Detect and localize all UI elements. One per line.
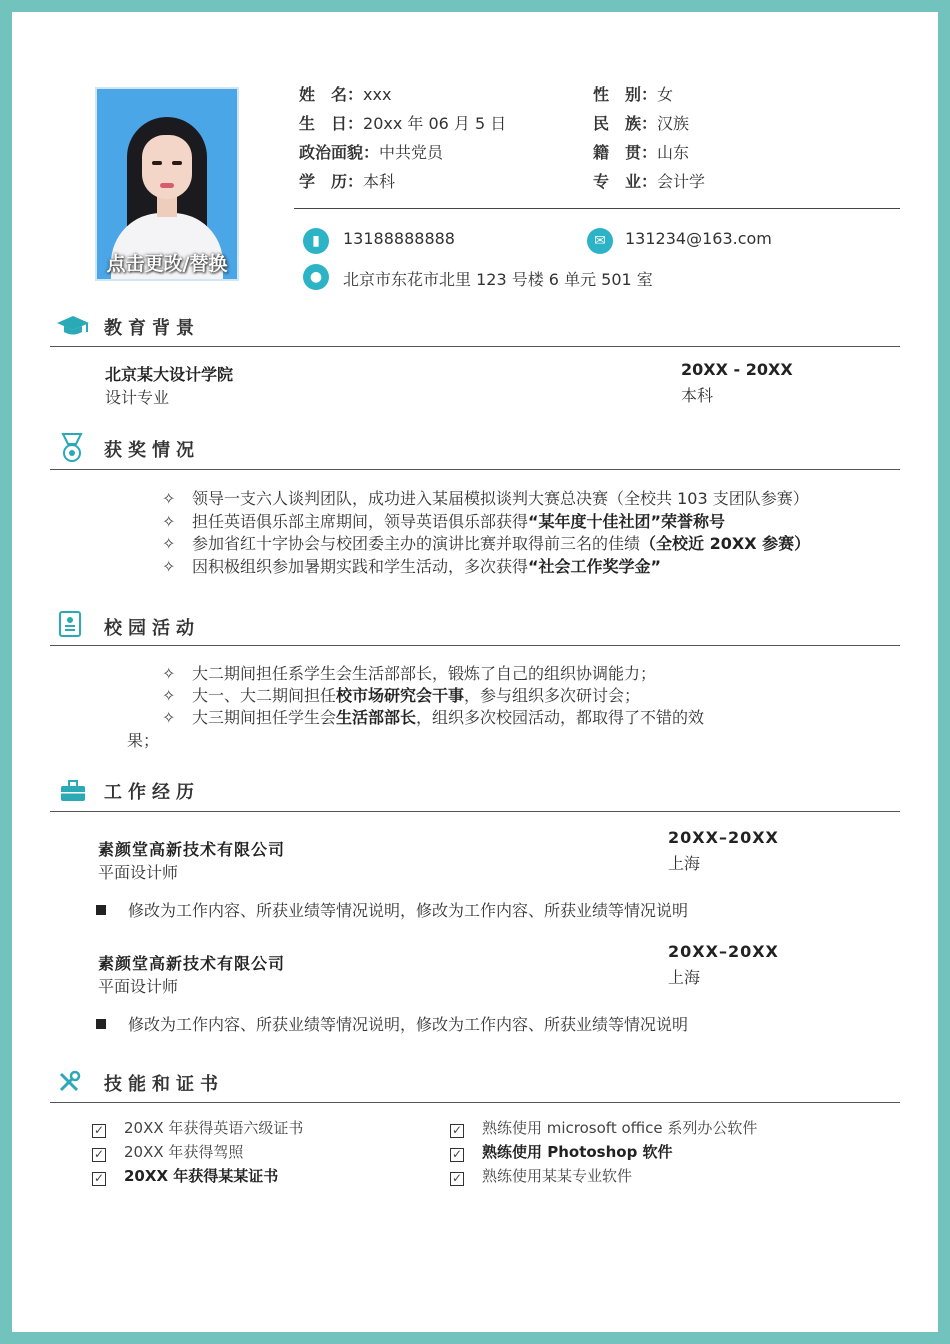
info-native-place: 籍 贯：山东: [593, 143, 690, 162]
medal-icon: [60, 432, 84, 470]
checkbox-icon: ✓: [93, 1171, 105, 1185]
job-city: 上海: [668, 968, 701, 987]
square-bullet-icon: [96, 1019, 106, 1029]
phone-icon: ▮: [303, 228, 329, 254]
info-political: 政治面貌：中共党员: [299, 143, 444, 162]
bullet-bold-text: “社会工作奖学金”: [528, 556, 662, 576]
job-city: 上海: [668, 854, 701, 873]
bullet-item: [162, 509, 810, 532]
work-divider: [50, 811, 900, 812]
skill-item: [450, 1117, 757, 1141]
checkbox-icon: ✓: [451, 1147, 463, 1161]
campus-wrap-tail: 果；: [127, 731, 160, 750]
bullet-bold-text: （全校近 20XX 参赛）: [640, 534, 811, 553]
job-period: 20XX–20XX: [668, 942, 779, 961]
bullet-bold-text: 校市场研究会干事: [336, 686, 465, 705]
bullet-item: [162, 554, 810, 577]
job-period: 20XX–20XX: [668, 828, 779, 847]
info-birthday: 生 日：20xx 年 06 月 5 日: [299, 114, 507, 133]
location-icon: ●: [303, 264, 329, 290]
star-bullet-icon: ✧: [162, 556, 176, 576]
skill-text: 熟练使用 Photoshop 软件: [482, 1143, 673, 1161]
campus-divider: [50, 645, 900, 646]
section-title-skills: 技能和证书: [104, 1074, 224, 1095]
profile-photo[interactable]: [95, 87, 239, 281]
bullet-item: [162, 661, 704, 683]
info-divider: [294, 208, 900, 209]
job-description: 修改为工作内容、所获业绩等情况说明，修改为工作内容、所获业绩等情况说明: [96, 898, 688, 921]
info-ethnicity: 民 族：汉族: [593, 114, 690, 133]
edu-school: 北京某大设计学院: [105, 365, 234, 384]
awards-list: [162, 486, 810, 576]
bullet-text: 大三期间担任学生会: [192, 708, 337, 727]
info-name: 姓 名：xxx: [299, 85, 392, 104]
resume-sheet: [12, 12, 938, 1332]
briefcase-icon: [60, 780, 86, 808]
bullet-text: ，组织多次校园活动，都取得了不错的效: [416, 708, 705, 727]
checkbox-icon: ✓: [93, 1123, 105, 1137]
skill-item: [92, 1165, 303, 1189]
star-bullet-icon: ✧: [162, 489, 176, 508]
job-role: 平面设计师: [98, 863, 179, 882]
campus-list: [162, 661, 704, 727]
job-description: 修改为工作内容、所获业绩等情况说明，修改为工作内容、所获业绩等情况说明: [96, 1012, 688, 1035]
bullet-text: 大一、大二期间担任: [192, 686, 337, 705]
info-gender: 性 别：女: [593, 85, 674, 104]
star-bullet-icon: ✧: [162, 686, 176, 705]
bullet-text: 担任英语俱乐部主席期间，领导英语俱乐部获得: [192, 511, 529, 531]
info-education: 学 历：本科: [299, 172, 396, 191]
info-major: 专 业：会计学: [593, 172, 706, 191]
skill-item: [92, 1117, 303, 1141]
job-company: 素颜堂高新技术有限公司: [98, 954, 286, 973]
email-icon: ✉: [587, 228, 613, 254]
section-title-work: 工作经历: [104, 782, 200, 803]
bullet-item: [162, 683, 704, 705]
edu-major: 设计专业: [105, 388, 170, 407]
skill-text: 20XX 年获得英语六级证书: [124, 1119, 304, 1137]
bullet-bold-text: 生活部部长: [336, 708, 417, 727]
bullet-item: [162, 486, 810, 509]
star-bullet-icon: ✧: [162, 534, 176, 553]
skill-text: 20XX 年获得驾照: [124, 1143, 244, 1161]
bullet-text: 大二期间担任系学生会生活部部长，锻炼了自己的组织协调能力；: [192, 664, 657, 683]
job-company: 素颜堂高新技术有限公司: [98, 840, 286, 859]
checkbox-icon: ✓: [93, 1147, 105, 1161]
edu-period: 20XX - 20XX: [681, 360, 793, 379]
skill-text: 熟练使用 microsoft office 系列办公软件: [482, 1119, 758, 1137]
bullet-text: 参加省红十字协会与校团委主办的演讲比赛并取得前三名的佳绩: [192, 534, 641, 553]
tools-icon: [57, 1070, 81, 1100]
contact-email: 131234@163.com: [625, 229, 772, 248]
bullet-bold-text: “某年度十佳社团”荣誉称号: [528, 511, 726, 531]
education-divider: [50, 346, 900, 347]
star-bullet-icon: ✧: [162, 664, 176, 683]
bullet-text: 因积极组织参加暑期实践和学生活动，多次获得: [192, 556, 529, 576]
photo-caption[interactable]: 点击更改/替换: [106, 253, 228, 275]
contact-phone: 13188888888: [343, 229, 455, 248]
skill-item: [450, 1141, 757, 1165]
skill-item: [92, 1141, 303, 1165]
skills-divider: [50, 1102, 900, 1103]
section-title-campus: 校园活动: [104, 618, 200, 639]
bullet-text: 领导一支六人谈判团队，成功进入某届模拟谈判大赛总决赛（全校共 103 支团队参赛）: [192, 489, 809, 508]
skills-left-list: [92, 1117, 303, 1189]
star-bullet-icon: ✧: [162, 511, 176, 531]
awards-divider: [50, 469, 900, 470]
bullet-item: [162, 705, 704, 727]
id-card-icon: [58, 610, 82, 644]
skill-text: 20XX 年获得某某证书: [124, 1167, 279, 1185]
section-title-education: 教育背景: [104, 318, 200, 339]
checkbox-icon: ✓: [451, 1171, 463, 1185]
skill-text: 熟练使用某某专业软件: [482, 1167, 633, 1185]
contact-address: 北京市东花市北里 123 号楼 6 单元 501 室: [343, 270, 653, 289]
bullet-text: ，参与组织多次研讨会；: [464, 686, 641, 705]
star-bullet-icon: ✧: [162, 708, 176, 727]
bullet-item: [162, 531, 810, 554]
square-bullet-icon: [96, 905, 106, 915]
checkbox-icon: ✓: [451, 1123, 463, 1137]
section-title-awards: 获奖情况: [104, 440, 200, 461]
edu-degree: 本科: [681, 386, 714, 405]
skill-item: [450, 1165, 757, 1189]
graduation-cap-icon: [56, 314, 90, 344]
job-role: 平面设计师: [98, 977, 179, 996]
skills-right-list: [450, 1117, 757, 1189]
